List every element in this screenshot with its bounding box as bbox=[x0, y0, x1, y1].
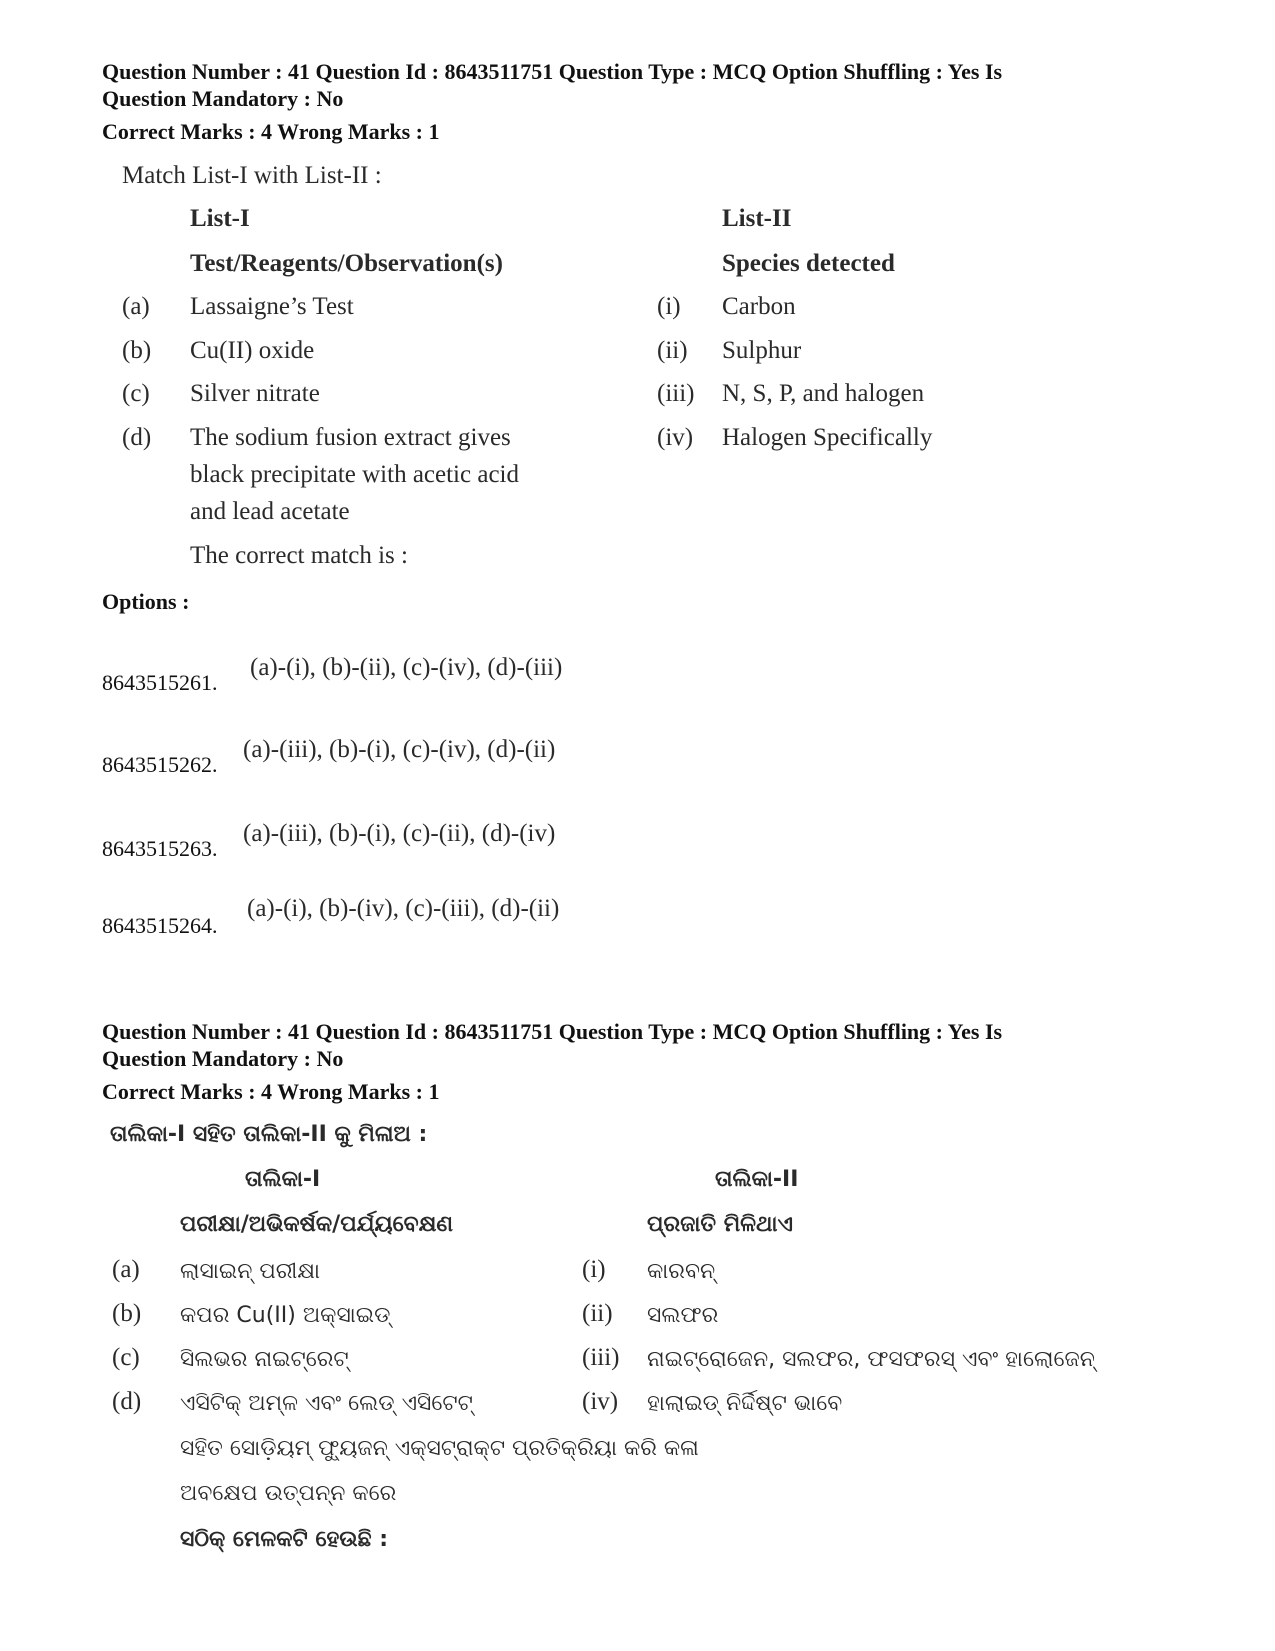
row-a-label: (a) bbox=[122, 293, 150, 320]
option-id: 8643515263. bbox=[102, 836, 218, 861]
option-text: (a)-(i), (b)-(iv), (c)-(iii), (d)-(ii) bbox=[247, 895, 560, 922]
instruction: Match List-I with List-II : bbox=[122, 162, 382, 189]
row-ii-text: Sulphur bbox=[722, 337, 802, 364]
row-c-label: (c) bbox=[122, 380, 150, 407]
row-d-label: (d) bbox=[112, 1388, 142, 1415]
header-line-1: Question Number : 41 Question Id : 8643511751 Question Type : MCQ Option Shuffling : Yes Is bbox=[102, 1019, 1003, 1044]
instruction: ତାଲିକା-I ସହିତ ତାଲିକା-II କୁ ମିଳାଅ : bbox=[110, 1122, 428, 1147]
row-d-text-line-2: black precipitate with acetic acid bbox=[190, 461, 519, 488]
row-c-text: Silver nitrate bbox=[190, 380, 320, 407]
row-b-label: (b) bbox=[122, 337, 152, 364]
row-iv-text: Halogen Specifically bbox=[722, 424, 933, 451]
row-i-label: (i) bbox=[582, 1256, 606, 1283]
options-label: Options : bbox=[102, 589, 190, 614]
row-ii-label: (ii) bbox=[582, 1300, 613, 1327]
list2-subtitle: Species detected bbox=[722, 250, 895, 277]
list2-title: ତାଲିକା-II bbox=[715, 1167, 799, 1192]
row-d-text-line-1: ଏସିଟିକ୍ ଅମ୍ଳ ଏବଂ ଲେଡ୍ ଏସିଟେଟ୍ bbox=[180, 1391, 473, 1416]
list2-title: List-II bbox=[722, 205, 792, 232]
header-line-2: Question Mandatory : No bbox=[102, 86, 344, 111]
row-d-text-line-2: ସହିତ ସୋଡ଼ିୟମ୍ ଫ୍ୟୁଜନ୍ ଏକ୍ସଟ୍ରାକ୍ଟ ପ୍ରତିକ୍ରିୟା କରି କଳା bbox=[180, 1436, 699, 1461]
row-a-label: (a) bbox=[112, 1256, 140, 1283]
option-id: 8643515264. bbox=[102, 913, 218, 938]
row-b-text: କପର Cu(II) ଅକ୍ସାଇଡ୍ bbox=[180, 1303, 391, 1328]
row-iv-text: ହାଲାଇଡ୍ ନିର୍ଦ୍ଦିଷ୍ଟ ଭାବେ bbox=[647, 1391, 843, 1416]
option-id: 8643515262. bbox=[102, 752, 218, 777]
row-d-text-line-3: ଅବକ୍ଷେପ ଉତ୍ପନ୍ନ କରେ bbox=[180, 1481, 397, 1506]
option-text: (a)-(iii), (b)-(i), (c)-(ii), (d)-(iv) bbox=[243, 820, 556, 847]
question-header bbox=[102, 58, 1182, 112]
row-c-label: (c) bbox=[112, 1344, 140, 1371]
row-iv-label: (iv) bbox=[657, 424, 694, 451]
row-d-label: (d) bbox=[122, 424, 152, 451]
row-iii-text: ନାଇଟ୍ରୋଜେନ, ସଲଫର, ଫସଫରସ୍ ଏବଂ ହାଲୋଜେନ୍ bbox=[647, 1347, 1095, 1372]
list1-subtitle: Test/Reagents/Observation(s) bbox=[190, 250, 503, 277]
row-b-label: (b) bbox=[112, 1300, 142, 1327]
row-ii-text: ସଲଫର bbox=[647, 1303, 719, 1328]
row-i-text: କାରବନ୍ bbox=[647, 1259, 716, 1284]
row-iii-label: (iii) bbox=[657, 380, 695, 407]
row-b-text: Cu(II) oxide bbox=[190, 337, 315, 364]
marks-line: Correct Marks : 4 Wrong Marks : 1 bbox=[102, 1079, 440, 1104]
question-header bbox=[102, 1018, 1182, 1072]
row-a-text: ଲାସାଇନ୍ ପରୀକ୍ଷା bbox=[180, 1259, 321, 1284]
list1-title: ତାଲିକା-I bbox=[245, 1167, 321, 1192]
header-line-1: Question Number : 41 Question Id : 8643511751 Question Type : MCQ Option Shuffling : Yes Is bbox=[102, 59, 1003, 84]
row-a-text: Lassaigne’s Test bbox=[190, 293, 354, 320]
list1-title: List-I bbox=[190, 205, 250, 232]
option-id: 8643515261. bbox=[102, 670, 218, 695]
closing-prompt: The correct match is : bbox=[190, 542, 408, 569]
row-iii-text: N, S, P, and halogen bbox=[722, 380, 925, 407]
option-text: (a)-(iii), (b)-(i), (c)-(iv), (d)-(ii) bbox=[243, 736, 556, 763]
row-i-label: (i) bbox=[657, 293, 681, 320]
row-c-text: ସିଲଭର ନାଇଟ୍ରେଟ୍ bbox=[180, 1347, 349, 1372]
row-i-text: Carbon bbox=[722, 293, 796, 320]
marks-line: Correct Marks : 4 Wrong Marks : 1 bbox=[102, 119, 440, 144]
option-text: (a)-(i), (b)-(ii), (c)-(iv), (d)-(iii) bbox=[250, 654, 563, 681]
list2-subtitle: ପ୍ରଜାତି ମିଳିଥାଏ bbox=[647, 1212, 793, 1237]
row-ii-label: (ii) bbox=[657, 337, 688, 364]
row-iv-label: (iv) bbox=[582, 1388, 619, 1415]
list1-subtitle: ପରୀକ୍ଷା/ଅଭିକର୍ଷକ/ପର୍ଯ୍ୟବେକ୍ଷଣ bbox=[180, 1212, 454, 1237]
row-iii-label: (iii) bbox=[582, 1344, 620, 1371]
header-line-2: Question Mandatory : No bbox=[102, 1046, 344, 1071]
row-d-text-line-3: and lead acetate bbox=[190, 498, 350, 525]
closing-prompt: ସଠିକ୍ ମେଳକଟି ହେଉଛି : bbox=[180, 1527, 389, 1552]
row-d-text-line-1: The sodium fusion extract gives bbox=[190, 424, 511, 451]
